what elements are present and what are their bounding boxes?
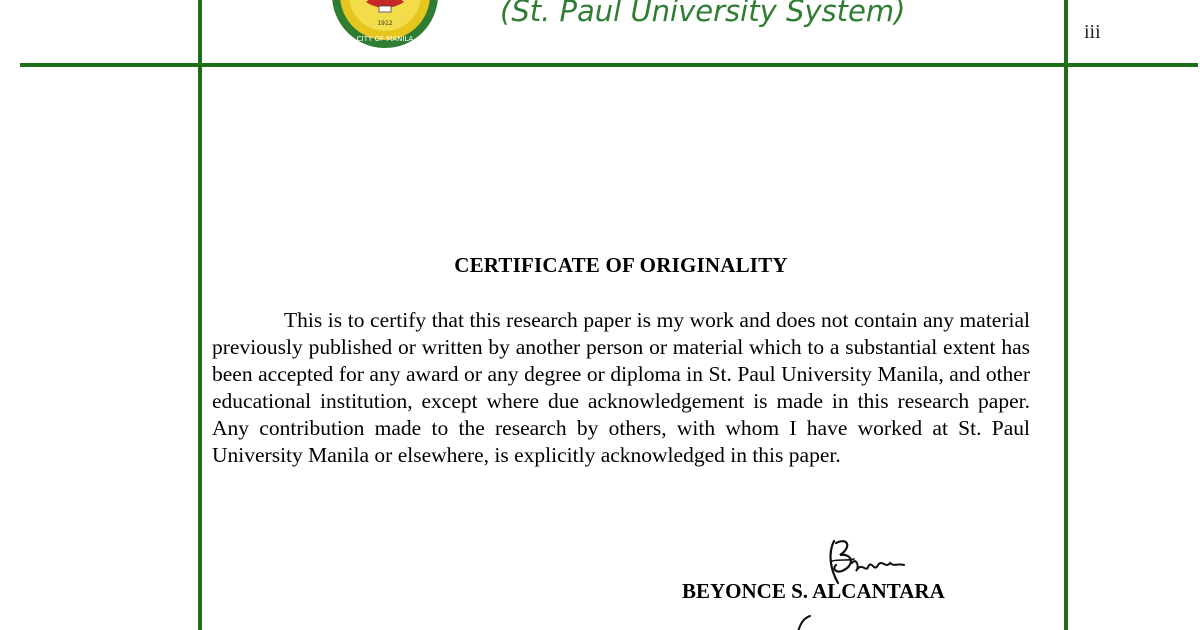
city-of-manila-seal-icon: [330, 0, 440, 50]
seal-text: CITY OF MANILA: [356, 35, 414, 43]
header-title: (St. Paul University System): [500, 0, 906, 28]
certificate-body: This is to certify that this research paper is my work and does not contain any material previously published or written by another person or material which to a substantial extent has been accepted for any award or any degree or diploma in St. Paul University Manila, and other educational institution, except where due acknowledgement is made in this research paper. Any contribution made to the research by others, with whom I have worked at St. Paul University Manila or elsewhere, is explicitly acknowledged in this paper.: [212, 308, 1030, 467]
signature-stroke-icon: [790, 612, 820, 630]
header-divider-line: [20, 63, 1198, 67]
seal-year: 1912: [377, 20, 393, 27]
signatory-name: BEYONCE S. ALCANTARA: [682, 579, 945, 603]
left-border-line: [198, 0, 202, 630]
certificate-title: CERTIFICATE OF ORIGINALITY: [454, 253, 788, 277]
page-number: iii: [1084, 21, 1101, 43]
right-border-line: [1064, 0, 1068, 630]
